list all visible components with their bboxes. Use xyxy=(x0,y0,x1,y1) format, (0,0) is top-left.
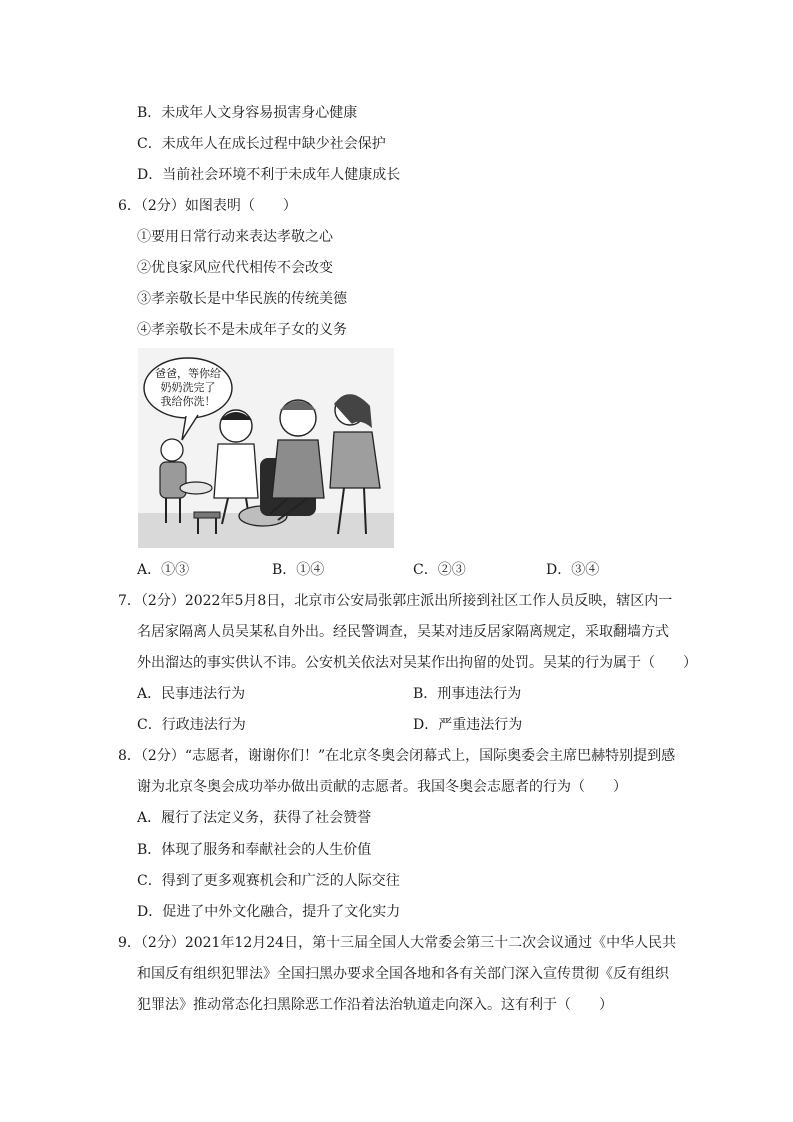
q8-option-c: C．得到了更多观赛机会和广泛的人际交往 xyxy=(137,873,400,889)
q8-stem-line-1: 8．（2分）“志愿者，谢谢你们！”在北京冬奥会闭幕式上，国际奥委会主席巴赫特别提到感 xyxy=(118,748,676,764)
q7-option-c: C．行政违法行为 xyxy=(137,717,246,733)
q8-option-a: A．履行了法定义务，获得了社会赞誉 xyxy=(137,810,372,826)
bubble-line-3: 我给你洗！ xyxy=(160,395,216,408)
q8-option-b: B．体现了服务和奉献社会的人生价值 xyxy=(137,842,372,858)
q6-item-2: ②优良家风应代代相传不会改变 xyxy=(137,260,333,276)
q5-option-b: B．未成年人文身容易损害身心健康 xyxy=(137,105,358,121)
q7-option-d: D．严重违法行为 xyxy=(413,717,523,733)
q6-option-d: D．③④ xyxy=(546,562,600,578)
bubble-line-2: 奶奶洗完了 xyxy=(160,381,216,394)
q6-item-4: ④孝亲敬长不是未成年子女的义务 xyxy=(137,322,347,338)
q6-option-b: B．①④ xyxy=(272,562,325,578)
q6-item-3: ③孝亲敬长是中华民族的传统美德 xyxy=(137,291,347,307)
q9-stem-line-3: 犯罪法》推动常态化扫黑除恶工作沿着法治轨道走向深入。这有利于（ ） xyxy=(137,997,613,1013)
bubble-line-1: 爸爸，等你给 xyxy=(155,367,221,380)
q7-stem-line-2: 名居家隔离人员吴某私自外出。经民警调查，吴某对违反居家隔离规定，采取翻墙方式 xyxy=(137,624,669,640)
q9-stem-line-1: 9．（2分）2021年12月24日，第十三届全国人大常委会第三十二次会议通过《中华人民共 xyxy=(118,935,677,951)
q6-option-c: C．②③ xyxy=(413,562,466,578)
q6-stem: 6．（2分）如图表明（ ） xyxy=(118,198,297,214)
q8-stem-line-2: 谢为北京冬奥会成功举办做出贡献的志愿者。我国冬奥会志愿者的行为（ ） xyxy=(137,779,627,795)
q7-stem-line-3: 外出溜达的事实供认不讳。公安机关依法对吴某作出拘留的处罚。吴某的行为属于（ ） xyxy=(137,655,697,671)
q8-option-d: D．促进了中外文化融合，提升了文化实力 xyxy=(137,904,401,920)
q7-option-a: A．民事违法行为 xyxy=(137,686,246,702)
q7-stem-line-1: 7．（2分）2022年5月8日，北京市公安局张郭庄派出所接到社区工作人员反映，辖区内一 xyxy=(118,593,673,609)
q5-option-c: C．未成年人在成长过程中缺少社会保护 xyxy=(137,136,386,152)
q6-item-1: ①要用日常行动来表达孝敬之心 xyxy=(137,229,333,245)
q6-option-a: A．①③ xyxy=(137,562,190,578)
q5-option-d: D．当前社会环境不利于未成年人健康成长 xyxy=(137,167,401,183)
q9-stem-line-2: 和国反有组织犯罪法》全国扫黑办要求全国各地和各有关部门深入宣传贯彻《反有组织 xyxy=(137,966,669,982)
q7-option-b: B．刑事违法行为 xyxy=(413,686,522,702)
family-cartoon-image xyxy=(138,348,394,548)
